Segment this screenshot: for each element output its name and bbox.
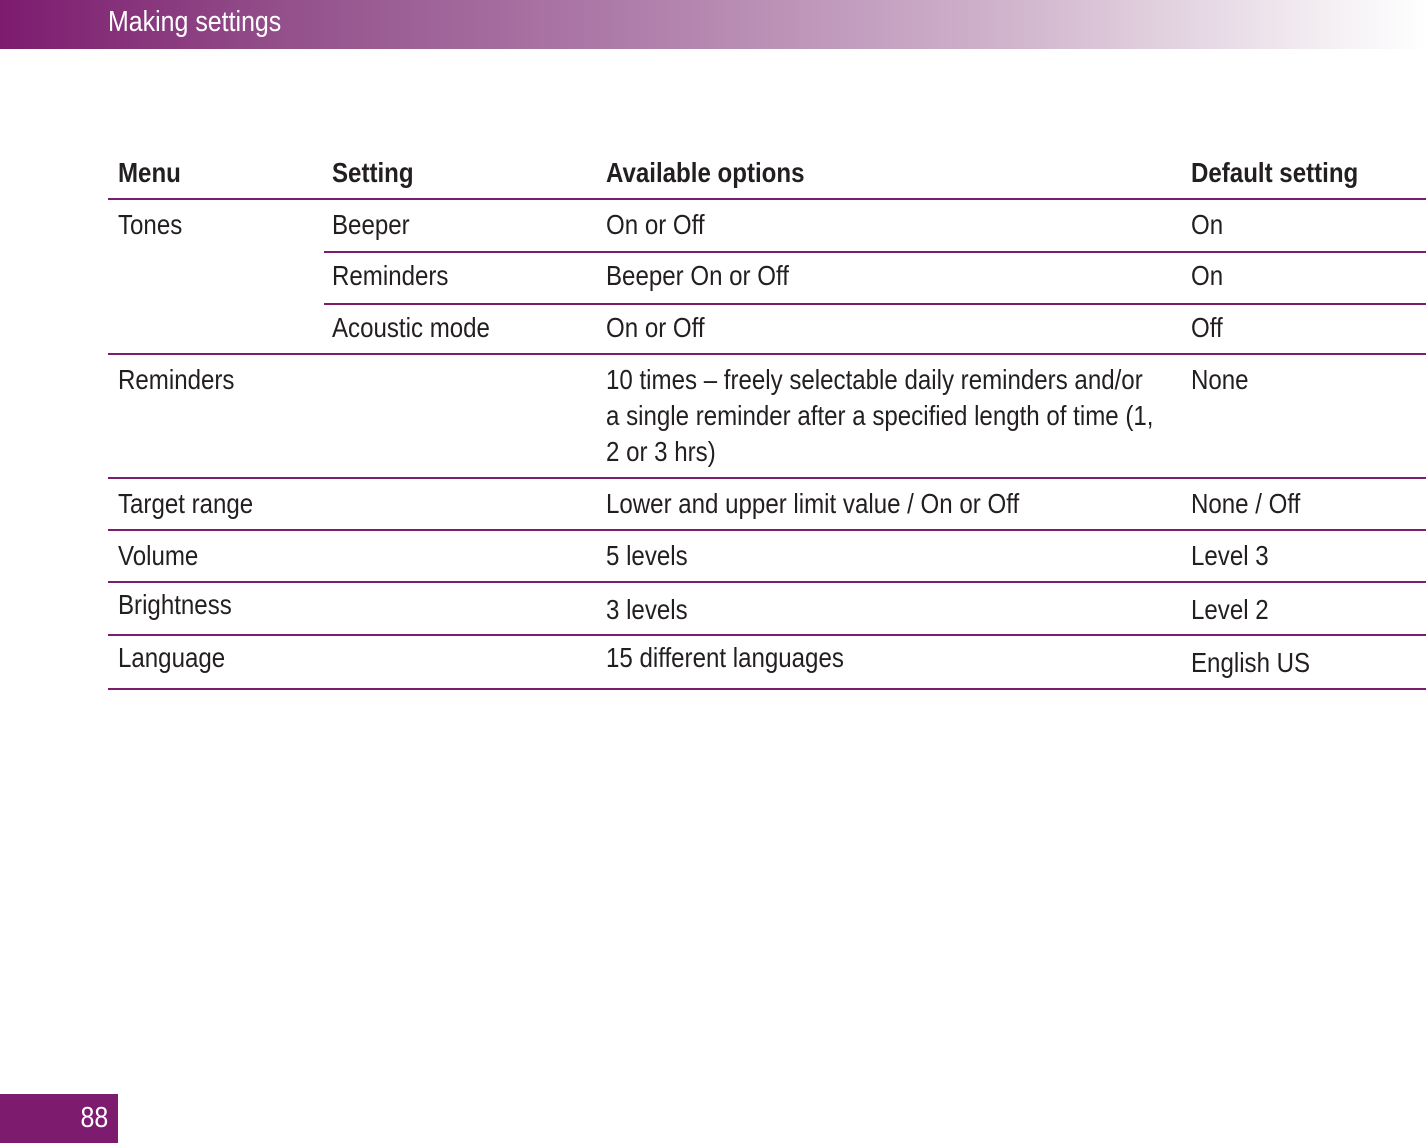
cell-menu: Brightness — [118, 589, 232, 620]
table-row — [108, 200, 1426, 251]
table-header-row — [108, 146, 1426, 200]
cell-setting: Reminders — [332, 260, 449, 291]
cell-default: None — [1191, 364, 1249, 395]
table-row — [108, 251, 1426, 303]
cell-options: 10 times – freely selectable daily reminders and/or a single reminder after a specified length of time (1, 2 or 3 hrs) — [606, 364, 1154, 467]
cell-menu: Tones — [118, 209, 183, 240]
cell-setting: Beeper — [332, 209, 410, 240]
cell-menu: Volume — [118, 540, 199, 571]
cell-default: Level 2 — [1191, 594, 1269, 625]
page-number: 88 — [80, 1102, 108, 1134]
table-row — [108, 479, 1426, 531]
cell-options: Beeper On or Off — [606, 260, 789, 291]
cell-menu: Reminders — [118, 364, 235, 395]
column-header-setting: Setting — [332, 157, 414, 188]
cell-options: On or Off — [606, 209, 705, 240]
cell-default: None / Off — [1191, 488, 1301, 519]
cell-options: On or Off — [606, 312, 705, 343]
column-header-menu: Menu — [118, 157, 181, 188]
cell-default: Level 3 — [1191, 540, 1269, 571]
cell-options: 5 levels — [606, 540, 688, 571]
cell-menu: Target range — [118, 488, 254, 519]
table-row — [108, 303, 1426, 355]
table-row — [108, 583, 1426, 636]
column-header-default: Default setting — [1191, 157, 1359, 188]
header-bar — [0, 0, 1426, 49]
page-title: Making settings — [108, 6, 282, 38]
column-header-options: Available options — [606, 157, 805, 188]
cell-menu: Language — [118, 642, 226, 673]
table-row — [108, 355, 1426, 479]
cell-default: English US — [1191, 647, 1311, 678]
page-number-box — [0, 1094, 118, 1143]
cell-options: 3 levels — [606, 594, 688, 625]
cell-setting: Acoustic mode — [332, 312, 490, 343]
cell-default: On — [1191, 209, 1224, 240]
settings-table — [108, 146, 1426, 690]
table-row — [108, 636, 1426, 690]
cell-default: Off — [1191, 312, 1223, 343]
cell-options: 15 different languages — [606, 642, 844, 673]
cell-options: Lower and upper limit value / On or Off — [606, 488, 1020, 519]
table-row — [108, 531, 1426, 583]
cell-default: On — [1191, 260, 1224, 291]
